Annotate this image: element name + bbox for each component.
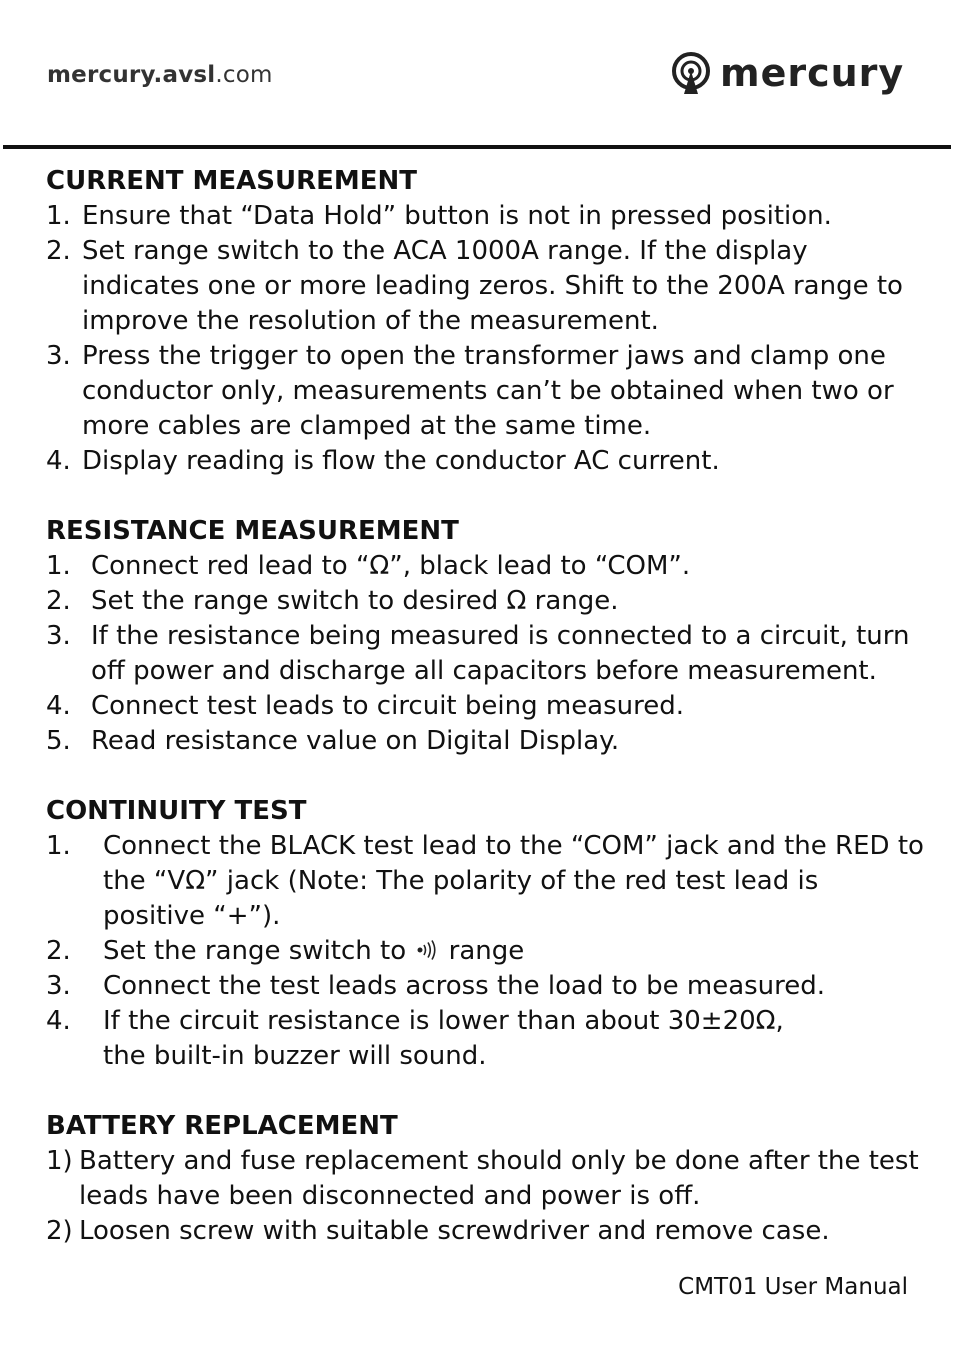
list-item <box>46 689 926 724</box>
step-text: If the resistance being measured is connected to a circuit, turn off power and discharge all capacitors before measurement. <box>91 621 910 686</box>
step-text: Ensure that “Data Hold” button is not in pressed position. <box>82 201 832 231</box>
step-number: 2. <box>46 586 71 616</box>
list-item <box>46 829 926 934</box>
list-item <box>46 1004 926 1074</box>
current-steps <box>46 199 926 479</box>
logo-text: mercury <box>720 51 905 95</box>
site-url <box>47 62 273 88</box>
list-item <box>46 1214 926 1249</box>
step-number: 5. <box>46 726 71 756</box>
step-text: Loosen screw with suitable screwdriver and remove case. <box>79 1216 830 1246</box>
section-title-battery: BATTERY REPLACEMENT <box>46 1111 398 1141</box>
list-item <box>46 619 926 689</box>
step-number: 3. <box>46 621 71 651</box>
step-number: 4. <box>46 1006 71 1036</box>
list-item <box>46 339 926 444</box>
step-number: 4. <box>46 446 71 476</box>
step-text: Set range switch to the ACA 1000A range. If the display indicates one or more leading zeros. Shift to the 200A range to improve the resolution of the measurement. <box>82 236 903 336</box>
section-title-continuity: CONTINUITY TEST <box>46 796 307 826</box>
site-url-tld: .com <box>215 62 273 88</box>
section-title-resistance: RESISTANCE MEASUREMENT <box>46 516 459 546</box>
section-spacer <box>46 479 926 514</box>
continuity-steps <box>46 829 926 1074</box>
step-number: 1. <box>46 551 71 581</box>
step-text: Set the range switch to desired Ω range. <box>91 586 619 616</box>
step-number: 1) <box>46 1146 73 1176</box>
section-title-current: CURRENT MEASUREMENT <box>46 166 418 196</box>
step-text: Press the trigger to open the transformer jaws and clamp one conductor only, measurements can’t be obtained when two or more cables are clamped at the same time. <box>82 341 894 441</box>
step-text-line-2: the built-in buzzer will sound. <box>103 1041 487 1071</box>
step-text-before-icon: Set the range switch to <box>103 936 407 966</box>
list-item <box>46 584 926 619</box>
list-item <box>46 1144 926 1214</box>
sound-wave-icon <box>416 939 438 961</box>
step-text <box>103 934 926 969</box>
manual-content <box>46 164 926 1249</box>
section-spacer <box>46 759 926 794</box>
step-text: Display reading is flow the conductor AC current. <box>82 446 720 476</box>
list-item <box>46 724 926 759</box>
step-number: 1. <box>46 831 71 861</box>
step-text: Connect red lead to “Ω”, black lead to “COM”. <box>91 551 691 581</box>
list-item <box>46 969 926 1004</box>
step-number: 4. <box>46 691 71 721</box>
mercury-logo <box>670 50 904 96</box>
list-item <box>46 444 926 479</box>
list-item <box>46 934 926 969</box>
battery-steps <box>46 1144 926 1249</box>
section-spacer <box>46 1074 926 1109</box>
list-item <box>46 234 926 339</box>
step-number: 2. <box>46 236 71 266</box>
step-text <box>103 1004 926 1074</box>
step-text-after-icon: range <box>448 936 525 966</box>
step-number: 1. <box>46 201 71 231</box>
list-item <box>46 549 926 584</box>
step-text: Connect test leads to circuit being measured. <box>91 691 685 721</box>
step-text-line-1: If the circuit resistance is lower than about 30±20Ω, <box>103 1006 784 1036</box>
site-url-domain: mercury.avsl <box>47 62 216 88</box>
step-number: 2) <box>46 1216 73 1246</box>
step-text: Read resistance value on Digital Display. <box>91 726 620 756</box>
mercury-logo-icon <box>670 50 712 96</box>
step-text: Connect the test leads across the load to be measured. <box>103 971 826 1001</box>
step-number: 2. <box>46 936 71 966</box>
header-divider <box>3 145 951 149</box>
step-number: 3. <box>46 341 71 371</box>
step-number: 3. <box>46 971 71 1001</box>
step-text: Connect the BLACK test lead to the “COM” jack and the RED to the “VΩ” jack (Note: The polarity of the red test lead is positive “+”). <box>103 831 924 931</box>
step-text: Battery and fuse replacement should only be done after the test leads have been disconnected and power is off. <box>79 1146 919 1211</box>
resistance-steps <box>46 549 926 759</box>
list-item <box>46 199 926 234</box>
footer-manual-title: CMT01 User Manual <box>678 1274 908 1300</box>
